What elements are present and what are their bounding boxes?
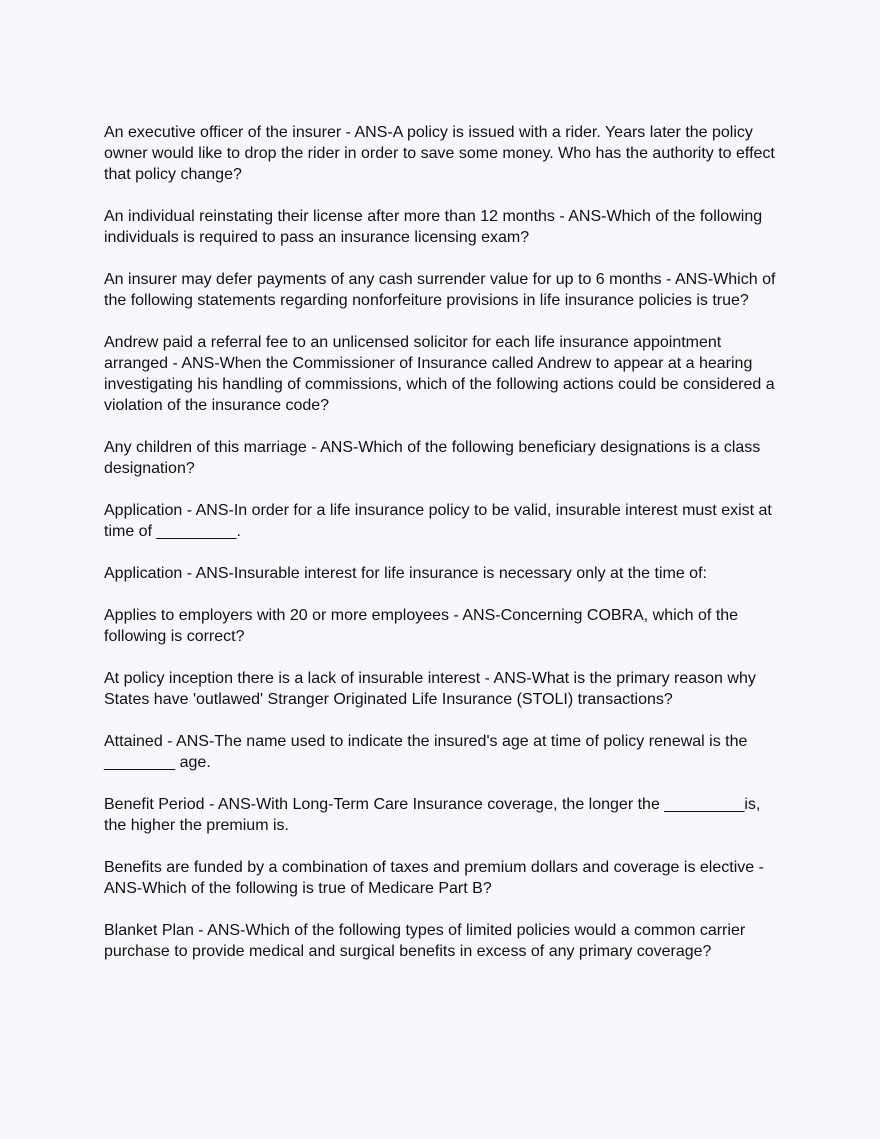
qa-entry: Benefit Period - ANS-With Long-Term Care Insurance coverage, the longer the _________is, the higher the premium is. bbox=[104, 796, 761, 834]
qa-entry: Application - ANS-In order for a life insurance policy to be valid, insurable interest must exist at time of _________. bbox=[104, 502, 772, 540]
qa-entry: Benefits are funded by a combination of taxes and premium dollars and coverage is elective - ANS-Which of the following is true of Medicare Part B? bbox=[104, 859, 764, 897]
qa-entry: Attained - ANS-The name used to indicate the insured's age at time of policy renewal is the ________ age. bbox=[104, 733, 748, 771]
qa-entry: At policy inception there is a lack of insurable interest - ANS-What is the primary reason why States have 'outlawed' Stranger Originated Life Insurance (STOLI) transactions? bbox=[104, 670, 756, 708]
qa-entry: Any children of this marriage - ANS-Which of the following beneficiary designations is a class designation? bbox=[104, 439, 761, 477]
qa-entry: An insurer may defer payments of any cash surrender value for up to 6 months - ANS-Which of the following statements regarding nonforfeiture provisions in life insurance policies is true? bbox=[104, 271, 776, 309]
qa-entry: Applies to employers with 20 or more employees - ANS-Concerning COBRA, which of the following is correct? bbox=[104, 607, 739, 645]
qa-entry: Application - ANS-Insurable interest for life insurance is necessary only at the time of: bbox=[104, 565, 707, 582]
qa-entry: Andrew paid a referral fee to an unlicensed solicitor for each life insurance appointment arranged - ANS-When the Commissioner of Insurance called Andrew to appear at a hearing investigating his handling of commissions, which of the following actions could be considered a violation of the insurance code? bbox=[104, 334, 775, 414]
document-page bbox=[104, 122, 776, 983]
qa-entry: Blanket Plan - ANS-Which of the following types of limited policies would a common carrier purchase to provide medical and surgical benefits in excess of any primary coverage? bbox=[104, 922, 746, 960]
qa-entry: An executive officer of the insurer - ANS-A policy is issued with a rider. Years later the policy owner would like to drop the rider in order to save some money. Who has the authority to effect that policy change? bbox=[104, 124, 775, 183]
qa-entry: An individual reinstating their license after more than 12 months - ANS-Which of the following individuals is required to pass an insurance licensing exam? bbox=[104, 208, 763, 246]
